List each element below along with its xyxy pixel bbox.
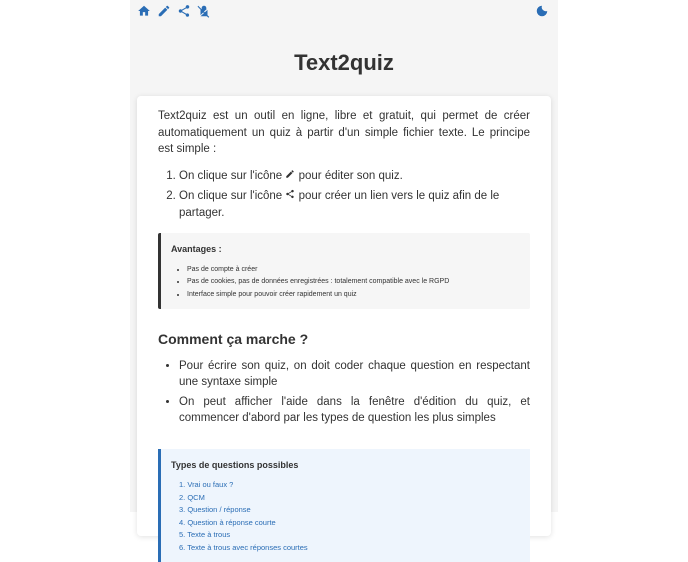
toolbar — [137, 4, 211, 18]
advantage-item: • Pas de compte à créer — [187, 264, 520, 277]
step-item: 1. On clique sur l'icône pour éditer son quiz. — [179, 168, 530, 185]
advantage-item: • Interface simple pour pouvoir créer rapidement un quiz — [187, 289, 520, 302]
how-item: • Pour écrire son quiz, on doit coder chaque question en respectant une syntaxe simple — [179, 358, 530, 391]
advantage-item: • Pas de cookies, pas de données enregistrées : totalement compatible avec le RGPD — [187, 276, 520, 289]
question-type-link[interactable]: 6. Texte à trous avec réponses courtes — [179, 542, 520, 555]
question-types-box — [158, 449, 530, 562]
page-column — [130, 0, 558, 512]
content-card — [137, 96, 551, 536]
share-icon — [285, 188, 295, 198]
intro-text: Text2quiz est un outil en ligne, libre et gratuit, qui permet de créer automatiquement un quiz à partir d'un simple fichier texte. Le principe est simple : — [158, 108, 530, 158]
how-heading: Comment ça marche ? — [158, 331, 530, 348]
moon-icon[interactable] — [535, 4, 549, 18]
step-item: 2. On clique sur l'icône pour créer un lien vers le quiz afin de le partager. — [179, 188, 530, 221]
question-type-link[interactable]: 1. Vrai ou faux ? — [179, 479, 520, 492]
steps-list — [179, 168, 530, 222]
question-type-link[interactable]: 5. Texte à trous — [179, 529, 520, 542]
share-icon[interactable] — [177, 4, 191, 18]
how-item: • On peut afficher l'aide dans la fenêtre d'édition du quiz, et commencer d'abord par les types de question les plus simples — [179, 394, 530, 427]
page-title: Text2quiz — [130, 50, 558, 76]
question-type-link[interactable]: 2. QCM — [179, 492, 520, 505]
edit-icon[interactable] — [157, 4, 171, 18]
edit-icon — [285, 168, 295, 178]
question-types-title: Types de questions possibles — [171, 457, 520, 474]
question-type-link[interactable]: 4. Question à réponse courte — [179, 517, 520, 530]
lock-off-icon[interactable] — [197, 4, 211, 18]
advantages-title: Avantages : — [171, 241, 520, 258]
theme-toolbar — [535, 4, 549, 18]
question-type-link[interactable]: 3. Question / réponse — [179, 504, 520, 517]
advantages-box — [158, 233, 530, 309]
home-icon[interactable] — [137, 4, 151, 18]
